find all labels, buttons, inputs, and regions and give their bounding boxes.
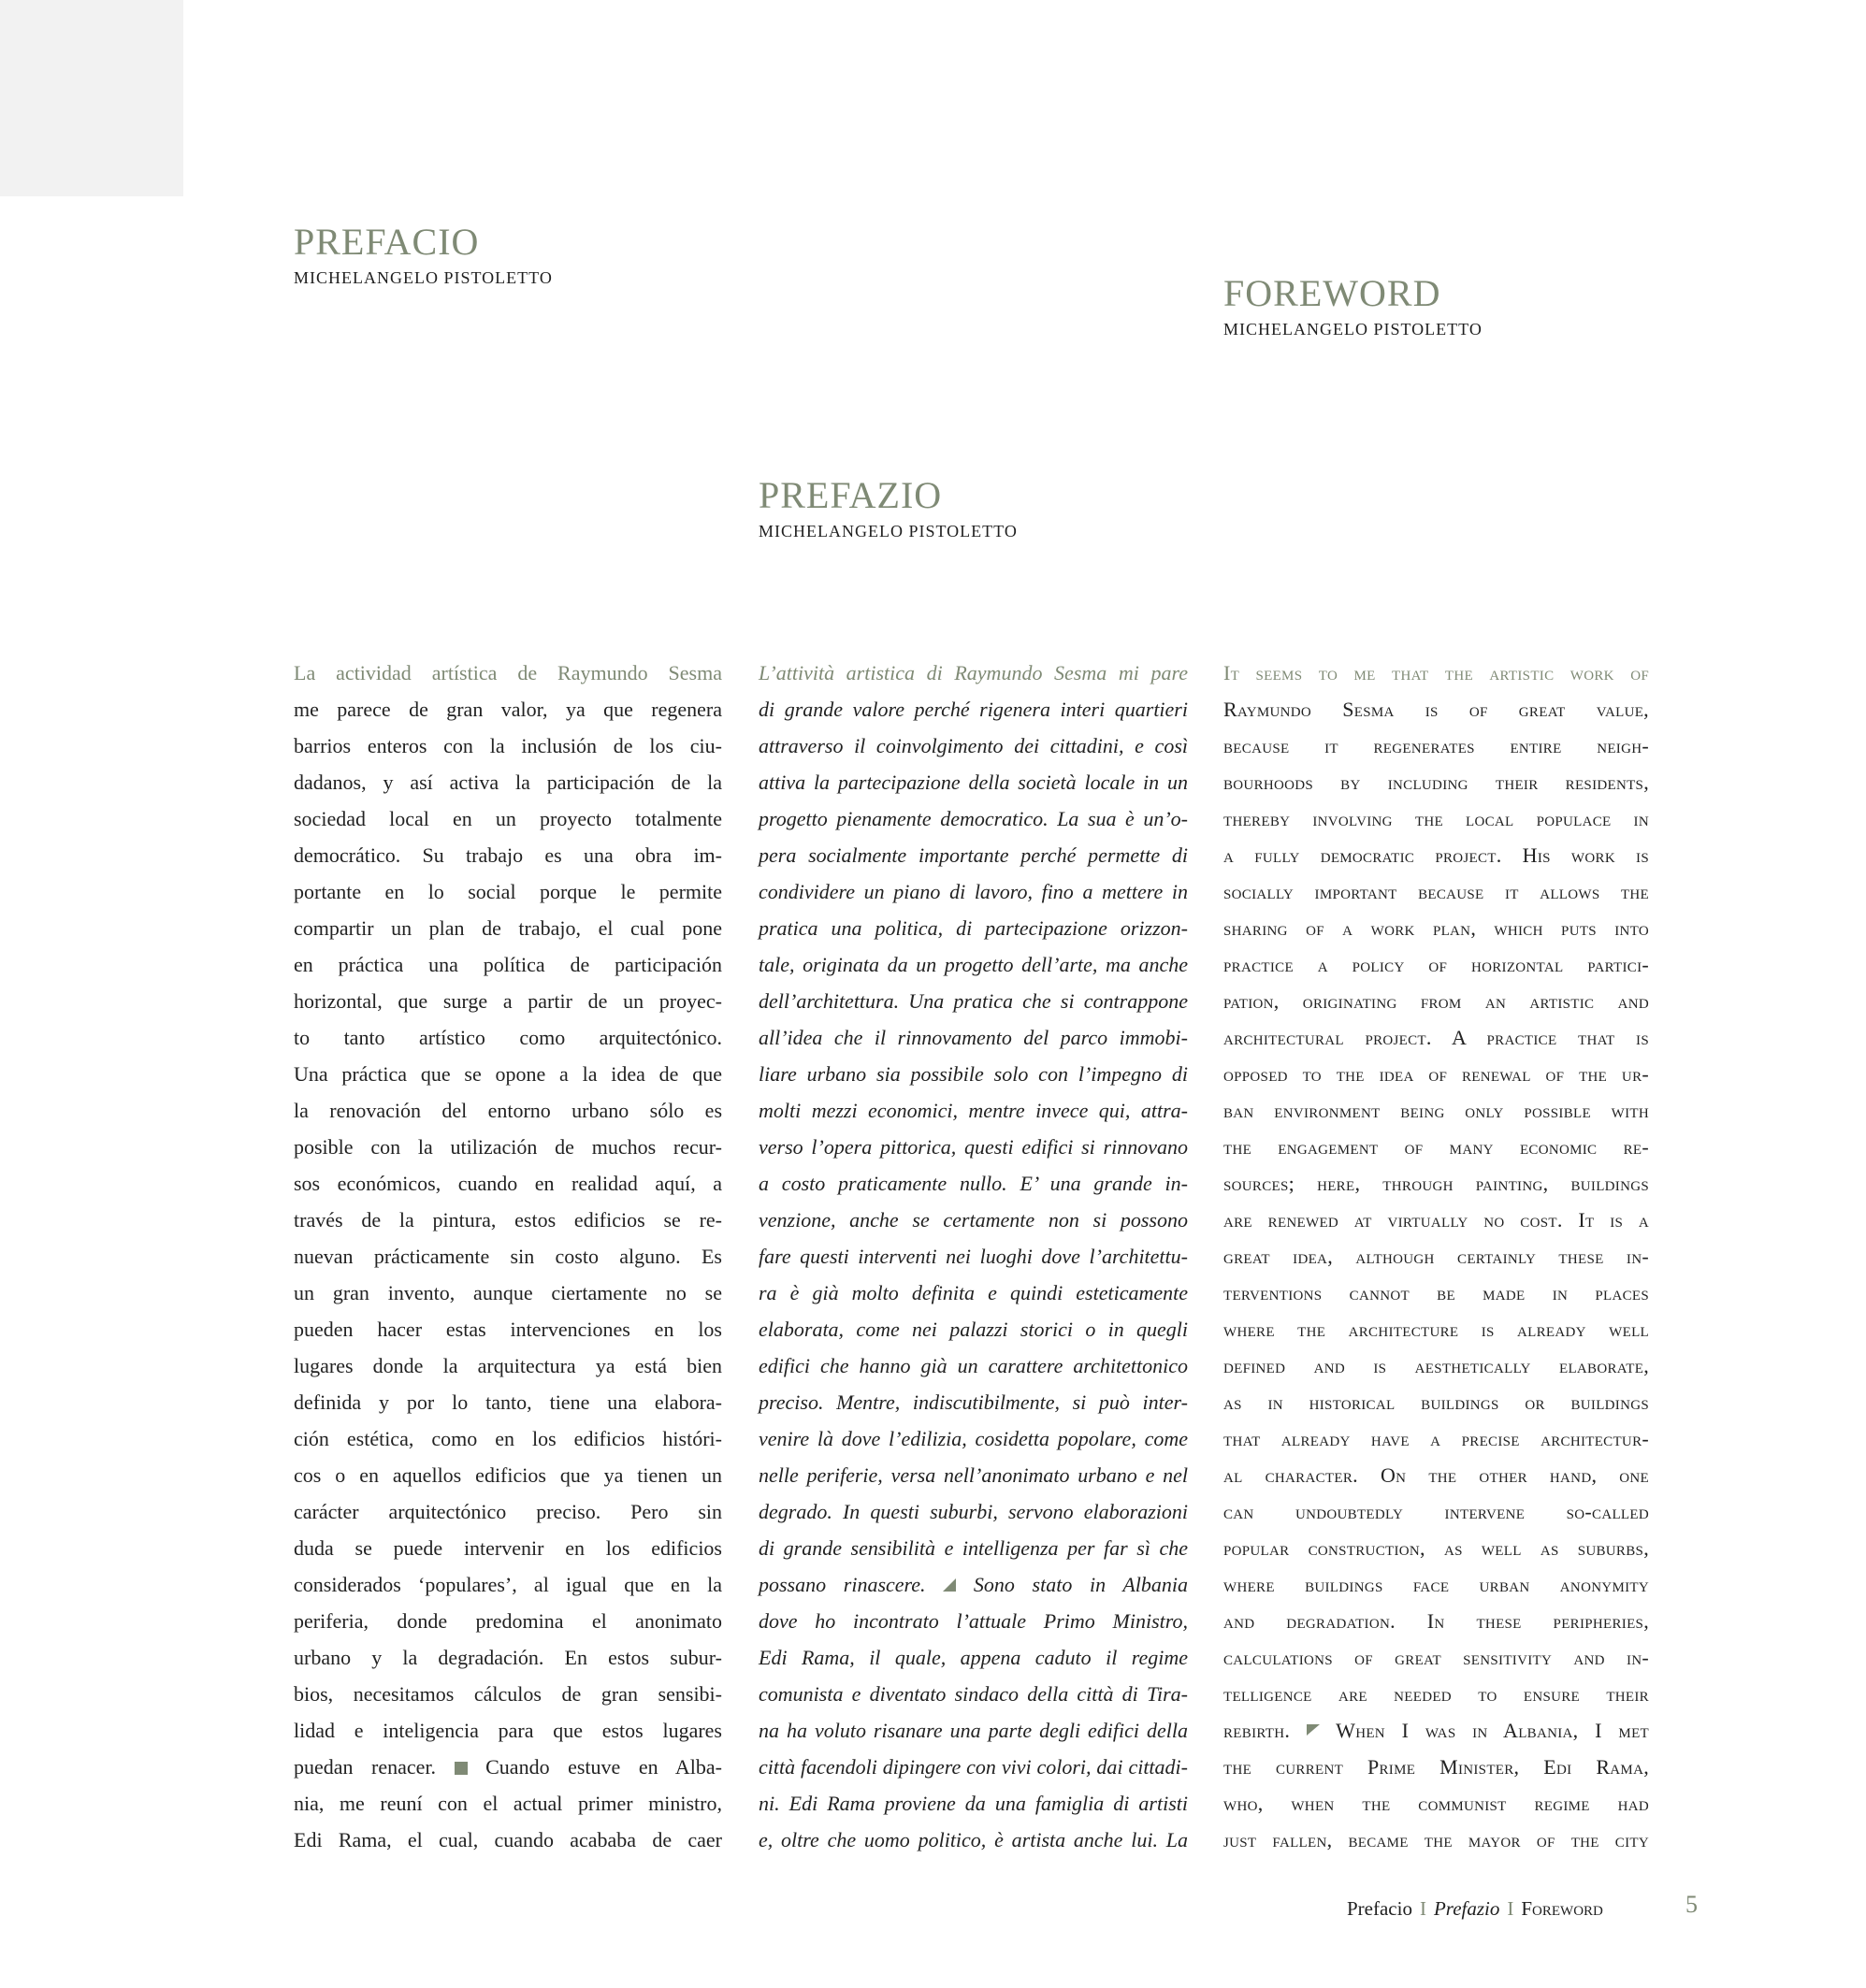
text-line: can undoubtedly intervene so-called <box>1223 1500 1649 1523</box>
text-line: degrado. In questi suburbi, servono elaborazioni <box>759 1500 1188 1523</box>
text-line: thereby involving the local populace in <box>1223 807 1649 830</box>
text-line: lidad e inteligencia para que estos lugares <box>294 1719 722 1742</box>
text-line: where the architecture is already well <box>1223 1318 1649 1341</box>
text-line: dove ho incontrato l’attuale Primo Ministro, <box>759 1609 1188 1633</box>
text-line: nia, me reuní con el actual primer ministro, <box>294 1792 722 1815</box>
footer-english: Foreword <box>1521 1897 1603 1920</box>
text-line: cos o en aquellos edificios que ya tienen un <box>294 1463 722 1487</box>
text-fragment: puedan renacer. <box>294 1755 437 1779</box>
text-fragment: rebirth. <box>1223 1719 1291 1742</box>
text-fragment: When I was in Albania, I met <box>1336 1719 1649 1742</box>
text-line: great idea, although certainly these in- <box>1223 1245 1649 1268</box>
heading-italian <box>759 475 1018 541</box>
text-line: pueden hacer estas intervenciones en los <box>294 1318 722 1341</box>
text-line: liare urbano sia possibile solo con l’impegno di <box>759 1062 1188 1086</box>
running-footer <box>1347 1897 1603 1921</box>
text-line: molti mezzi economici, mentre invece qui, attra- <box>759 1099 1188 1122</box>
text-line: La actividad artística de Raymundo Sesma <box>294 661 722 684</box>
text-line: just fallen, became the mayor of the city <box>1223 1828 1649 1851</box>
text-line <box>759 1566 1188 1603</box>
text-line: definida y por lo tanto, tiene una elabora- <box>294 1390 722 1414</box>
heading-spanish <box>294 222 553 288</box>
text-line: progetto pienamente democratico. La sua è un’o- <box>759 807 1188 830</box>
text-line: all’idea che il rinnovamento del parco immobi- <box>759 1026 1188 1049</box>
text-line: venzione, anche se certamente non si possono <box>759 1208 1188 1232</box>
text-line: that already have a precise architectur- <box>1223 1427 1649 1450</box>
text-line: lugares donde la arquitectura ya está bien <box>294 1354 722 1377</box>
text-line: terventions cannot be made in places <box>1223 1281 1649 1304</box>
text-line: tale, originata da un progetto dell’arte, ma anche <box>759 953 1188 976</box>
text-line: who, when the communist regime had <box>1223 1792 1649 1815</box>
text-line: sociedad local en un proyecto totalmente <box>294 807 722 830</box>
text-line: Edi Rama, el cual, cuando acababa de caer <box>294 1828 722 1851</box>
text-line: popular construction, as well as suburbs, <box>1223 1536 1649 1560</box>
text-line: condividere un piano di lavoro, fino a mettere in <box>759 880 1188 903</box>
text-line: duda se puede intervenir en los edificios <box>294 1536 722 1560</box>
text-line: la renovación del entorno urbano sólo es <box>294 1099 722 1122</box>
text-line: defined and is aesthetically elaborate, <box>1223 1354 1649 1377</box>
column-english <box>1223 655 1649 1858</box>
heading-english <box>1223 273 1483 339</box>
text-line: a fully democratic project. His work is <box>1223 843 1649 867</box>
text-line: sharing of a work plan, which puts into <box>1223 916 1649 940</box>
text-line: as in historical buildings or buildings <box>1223 1390 1649 1414</box>
text-line: telligence are needed to ensure their <box>1223 1682 1649 1706</box>
text-fragment: Cuando estuve en Alba- <box>485 1755 722 1779</box>
text-line: L’attività artistica di Raymundo Sesma mi pare <box>759 661 1188 684</box>
text-line: horizontal, que surge a partir de un proyec- <box>294 989 722 1013</box>
text-line: to tanto artístico como arquitectónico. <box>294 1026 722 1049</box>
heading-author: MICHELANGELO PISTOLETTO <box>294 268 553 287</box>
text-line: Raymundo Sesma is of great value, <box>1223 698 1649 721</box>
text-line: bourhoods by including their residents, <box>1223 771 1649 794</box>
text-line: posible con la utilización de muchos recur- <box>294 1135 722 1159</box>
heading-title: PREFAZIO <box>759 474 943 516</box>
text-line: dadanos, y así activa la participación de la <box>294 771 722 794</box>
corner-block <box>0 0 183 196</box>
page-number: 5 <box>1685 1891 1698 1918</box>
text-line: carácter arquitectónico preciso. Pero sin <box>294 1500 722 1523</box>
text-line: pratica una politica, di partecipazione orizzon- <box>759 916 1188 940</box>
text-line: través de la pintura, estos edificios se re- <box>294 1208 722 1232</box>
text-line: al character. On the other hand, one <box>1223 1463 1649 1487</box>
text-line: un gran invento, aunque ciertamente no se <box>294 1281 722 1304</box>
column-spanish <box>294 655 722 1858</box>
text-line: sos económicos, cuando en realidad aquí, a <box>294 1172 722 1195</box>
text-line: di grande valore perché rigenera interi quartieri <box>759 698 1188 721</box>
heading-title: PREFACIO <box>294 221 480 263</box>
text-line: città facendoli dipingere con vivi colori, dai cittadi- <box>759 1755 1188 1779</box>
text-line: practice a policy of horizontal partici- <box>1223 953 1649 976</box>
text-line: nuevan prácticamente sin costo alguno. Es <box>294 1245 722 1268</box>
text-line: fare questi interventi nei luoghi dove l’architettu- <box>759 1245 1188 1268</box>
text-line: e, oltre che uomo politico, è artista anche lui. La <box>759 1828 1188 1851</box>
text-line: and degradation. In these peripheries, <box>1223 1609 1649 1633</box>
text-line: a costo praticamente nullo. E’ una grande in- <box>759 1172 1188 1195</box>
text-fragment: Sono stato in Albania <box>973 1573 1189 1596</box>
text-line: calculations of great sensitivity and in- <box>1223 1646 1649 1669</box>
text-line: the engagement of many economic re- <box>1223 1135 1649 1159</box>
text-line: periferia, donde predomina el anonimato <box>294 1609 722 1633</box>
text-line: where buildings face urban anonymity <box>1223 1573 1649 1596</box>
text-line: portante en lo social porque le permite <box>294 880 722 903</box>
section-marker-icon <box>455 1762 468 1775</box>
text-line: the current Prime Minister, Edi Rama, <box>1223 1755 1649 1779</box>
text-line: attiva la partecipazione della società locale in un <box>759 771 1188 794</box>
heading-author: MICHELANGELO PISTOLETTO <box>1223 320 1483 339</box>
text-line: pera socialmente importante perché permette di <box>759 843 1188 867</box>
text-line: ban environment being only possible with <box>1223 1099 1649 1122</box>
footer-spanish: Prefacio <box>1347 1897 1412 1920</box>
footer-italian: Prefazio <box>1433 1897 1500 1920</box>
text-line: considerados ‘populares’, al igual que en la <box>294 1573 722 1596</box>
text-line: pation, originating from an artistic and <box>1223 989 1649 1013</box>
text-line: democrático. Su trabajo es una obra im- <box>294 843 722 867</box>
text-line: bios, necesitamos cálculos de gran sensibi- <box>294 1682 722 1706</box>
text-line: na ha voluto risanare una parte degli edifici della <box>759 1719 1188 1742</box>
text-line: verso l’opera pittorica, questi edifici si rinnovano <box>759 1135 1188 1159</box>
text-line: dell’architettura. Una pratica che si contrappone <box>759 989 1188 1013</box>
text-line <box>294 1749 722 1785</box>
footer-separator: I <box>1507 1897 1514 1920</box>
text-line: Una práctica que se opone a la idea de que <box>294 1062 722 1086</box>
text-line: urbano y la degradación. En estos subur- <box>294 1646 722 1669</box>
text-line: elaborata, come nei palazzi storici o in quegli <box>759 1318 1188 1341</box>
text-line: barrios enteros con la inclusión de los ciu- <box>294 734 722 757</box>
heading-title: FOREWORD <box>1223 272 1441 314</box>
text-line: venire là dove l’edilizia, cosidetta popolare, come <box>759 1427 1188 1450</box>
section-marker-icon <box>1307 1724 1320 1736</box>
text-line: nelle periferie, versa nell’anonimato urbano e nel <box>759 1463 1188 1487</box>
text-line: compartir un plan de trabajo, el cual pone <box>294 916 722 940</box>
text-line: me parece de gran valor, ya que regenera <box>294 698 722 721</box>
text-line: en práctica una política de participación <box>294 953 722 976</box>
heading-author: MICHELANGELO PISTOLETTO <box>759 522 1018 540</box>
column-italian <box>759 655 1188 1858</box>
text-line: ni. Edi Rama proviene da una famiglia di artisti <box>759 1792 1188 1815</box>
text-fragment: possano rinascere. <box>759 1573 926 1596</box>
text-line: di grande sensibilità e intelligenza per far sì che <box>759 1536 1188 1560</box>
text-line <box>1223 1712 1649 1749</box>
text-line: Edi Rama, il quale, appena caduto il regime <box>759 1646 1188 1669</box>
text-line: ra è già molto definita e quindi esteticamente <box>759 1281 1188 1304</box>
text-line: sources; here, through painting, buildings <box>1223 1172 1649 1195</box>
section-marker-icon <box>943 1578 956 1592</box>
text-line: are renewed at virtually no cost. It is a <box>1223 1208 1649 1232</box>
text-line: architectural project. A practice that is <box>1223 1026 1649 1049</box>
text-line: ción estética, como en los edificios históri- <box>294 1427 722 1450</box>
text-line: edifici che hanno già un carattere architettonico <box>759 1354 1188 1377</box>
text-line: socially important because it allows the <box>1223 880 1649 903</box>
text-line: preciso. Mentre, indiscutibilmente, si può inter- <box>759 1390 1188 1414</box>
text-line: attraverso il coinvolgimento dei cittadini, e così <box>759 734 1188 757</box>
text-line: It seems to me that the artistic work of <box>1223 661 1649 684</box>
footer-separator: I <box>1419 1897 1426 1920</box>
text-line: because it regenerates entire neigh- <box>1223 734 1649 757</box>
text-line: comunista e diventato sindaco della città di Tira- <box>759 1682 1188 1706</box>
text-line: opposed to the idea of renewal of the ur- <box>1223 1062 1649 1086</box>
